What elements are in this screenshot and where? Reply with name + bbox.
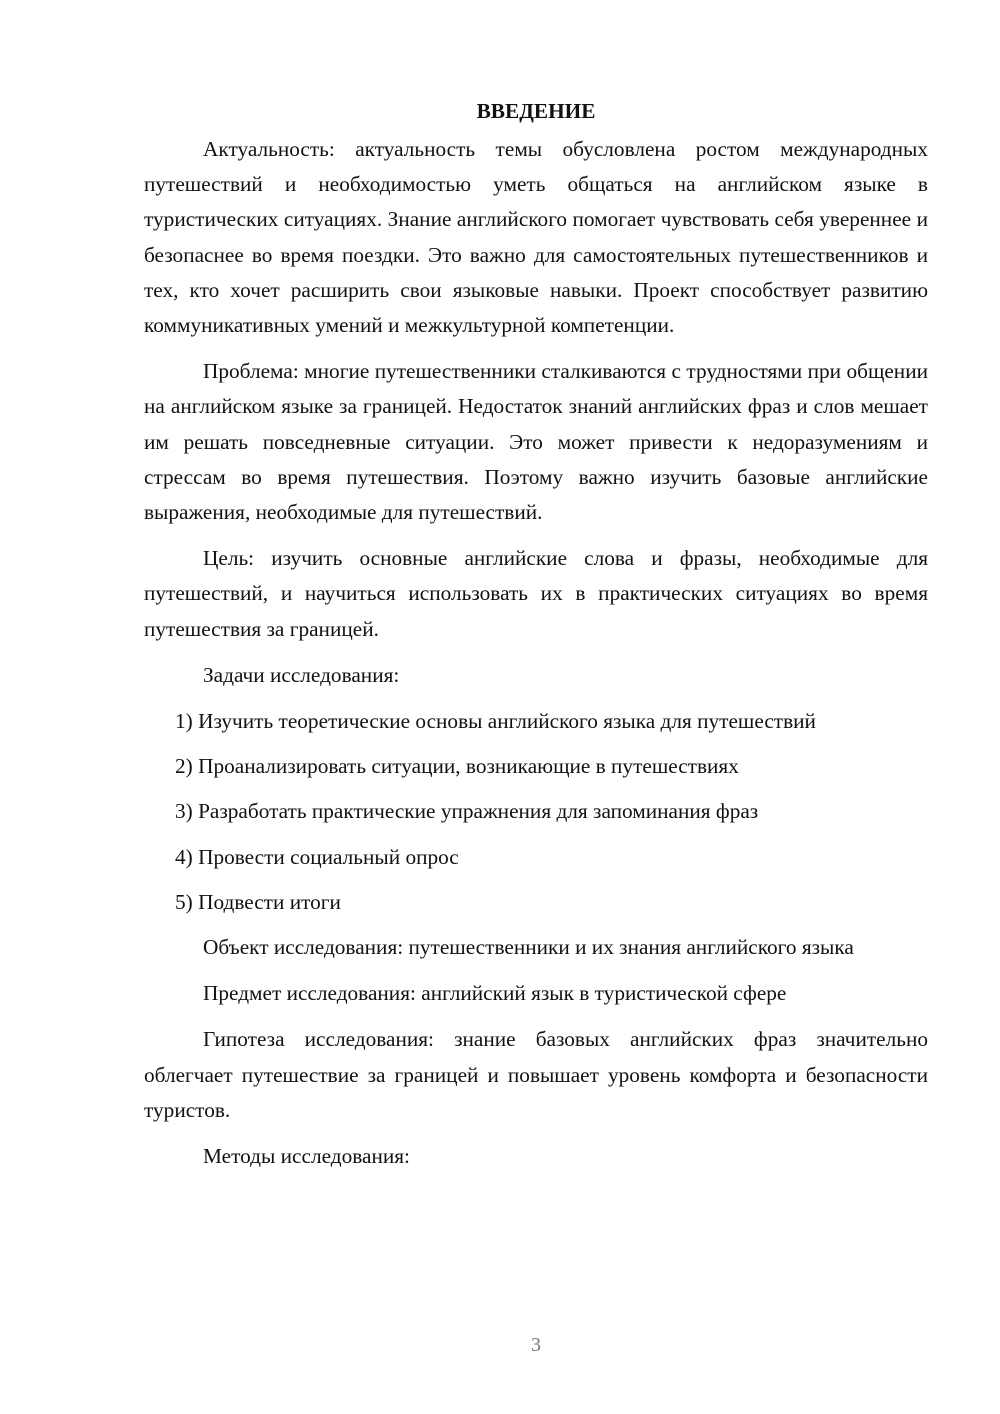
section-heading: ВВЕДЕНИЕ [476, 99, 596, 123]
document-page [144, 96, 928, 1174]
paragraph-subject: Предмет исследования: английский язык в туристической сфере [203, 981, 787, 1006]
list-item: 2) Проанализировать ситуации, возникающие в путешествиях [175, 754, 739, 779]
paragraph-problem: Проблема: многие путешественники сталкиваются с трудностями при общении на английском языке за границей. Недостаток знаний английских фраз и слов мешает им решать повседневные ситуации. Это может привести к недоразумениям и стрессам во время путешествия. Поэтому важно изучить базовые английские выражения, необходимые для путешествий. [144, 359, 928, 525]
paragraph-goal: Цель: изучить основные английские слова и фразы, необходимые для путешествий, и научиться использовать их в практических ситуациях во время путешествия за границей. [144, 546, 928, 641]
page-number: 3 [531, 1334, 541, 1356]
paragraph-methods: Методы исследования: [203, 1144, 410, 1169]
tasks-list [144, 704, 928, 920]
paragraph-hypothesis: Гипотеза исследования: знание базовых английских фраз значительно облегчает путешествие за границей и повышает уровень комфорта и безопасности туристов. [144, 1027, 928, 1122]
tasks-title: Задачи исследования: [203, 662, 400, 687]
list-item: 4) Провести социальный опрос [175, 844, 459, 869]
list-item: 3) Разработать практические упражнения для запоминания фраз [175, 799, 759, 824]
list-item: 1) Изучить теоретические основы английского языка для путешествий [175, 709, 816, 734]
paragraph-relevance: Актуальность: актуальность темы обусловлена ростом международных путешествий и необходимостью уметь общаться на английском языке в туристических ситуациях. Знание английского помогает чувствовать себя увереннее и безопаснее во время поездки. Это важно для самостоятельных путешественников и тех, кто хочет расширить свои языковые навыки. Проект способствует развитию коммуникативных умений и межкультурной компетенции. [144, 137, 928, 338]
list-item: 5) Подвести итоги [175, 889, 341, 914]
paragraph-object: Объект исследования: путешественники и их знания английского языка [203, 935, 854, 960]
